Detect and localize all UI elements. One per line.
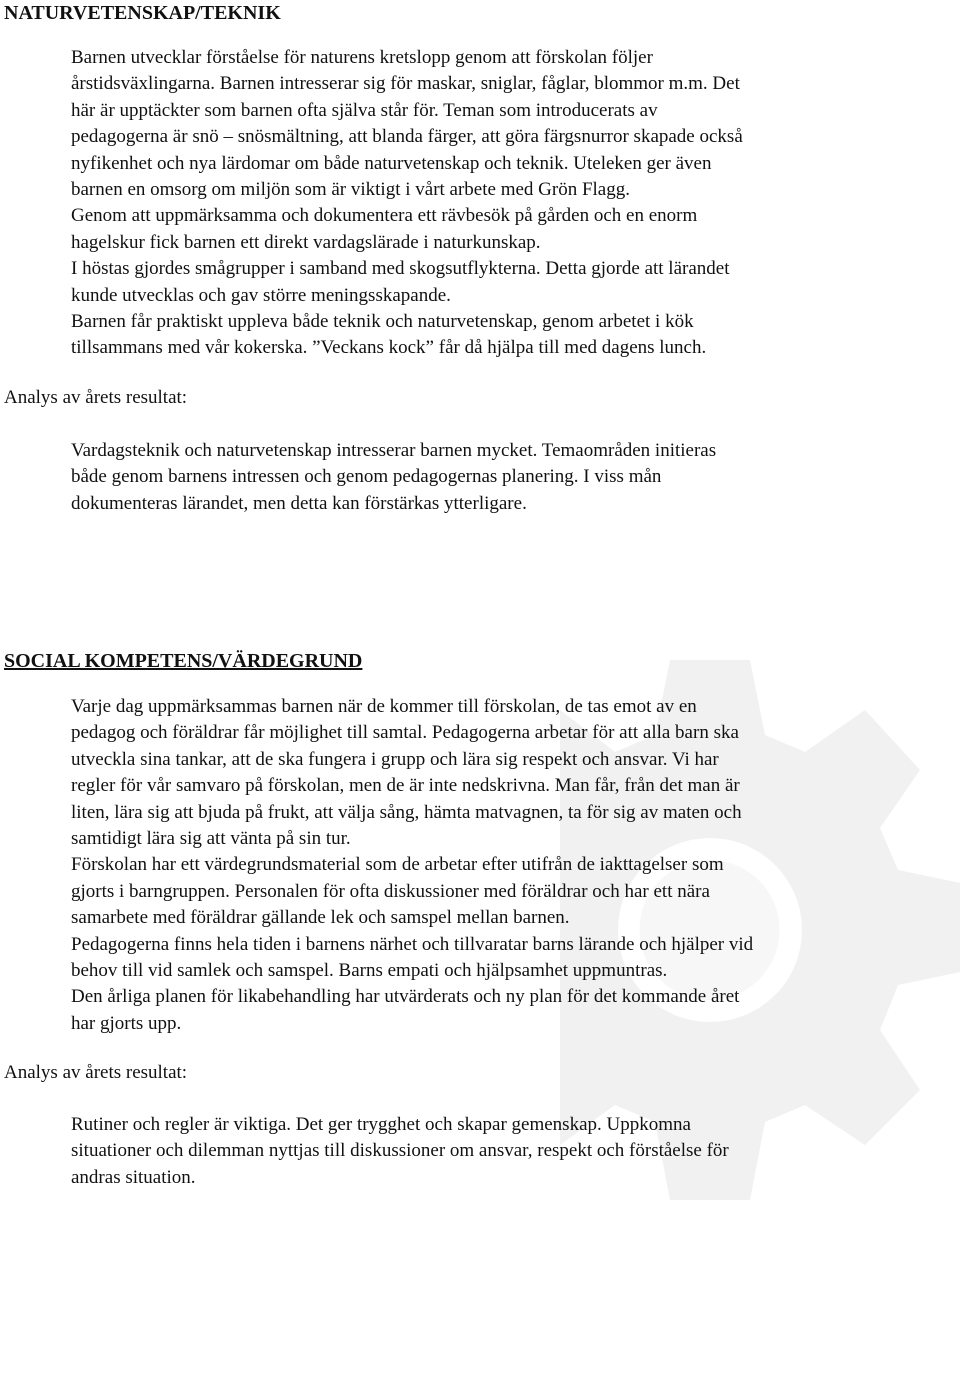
paragraph-line: gjorts i barngruppen. Personalen för ofta diskussioner med föräldrar och har ett nära: [71, 880, 710, 902]
paragraph-line: Den årliga planen för likabehandling har utvärderats och ny plan för det kommande året: [71, 986, 740, 1008]
analysis-line: andras situation.: [71, 1166, 196, 1188]
paragraph-line: samtidigt lära sig att vänta på sin tur.: [71, 828, 351, 850]
paragraph-line: kunde utvecklas och gav större meningsskapande.: [71, 284, 451, 306]
social-competence-analysis-label: Analys av årets resultat:: [4, 1062, 188, 1083]
natural-science-heading: NATURVETENSKAP/TEKNIK: [4, 2, 281, 24]
social-competence-heading: SOCIAL KOMPETENS/VÄRDEGRUND: [4, 650, 363, 672]
paragraph-line: Förskolan har ett värdegrundsmaterial som de arbetar efter utifrån de iakttagelser som: [71, 854, 724, 876]
paragraph-line: regler för vår samvaro på förskolan, men de är inte nedskrivna. Man får, från det man är: [71, 775, 740, 797]
natural-science-analysis-label: Analys av årets resultat:: [4, 387, 188, 408]
paragraph-line: pedagog och föräldrar får möjlighet till samtal. Pedagogerna arbetar för att alla barn ska: [71, 722, 739, 744]
paragraph-line: hagelskur fick barnen ett direkt vardagslärade i naturkunskap.: [71, 231, 541, 253]
paragraph-line: behov till vid samlek och samspel. Barns empati och hjälpsamhet uppmuntras.: [71, 960, 668, 982]
paragraph-line: Varje dag uppmärksammas barnen när de kommer till förskolan, de tas emot av en: [71, 696, 697, 717]
social-competence-analysis: [71, 1112, 951, 1191]
paragraph-line: Barnen utvecklar förståelse för naturens kretslopp genom att förskolan följer: [71, 47, 653, 68]
paragraph-line: tillsammans med vår kokerska. ”Veckans kock” får då hjälpa till med dagens lunch.: [71, 337, 707, 359]
natural-science-body: [71, 45, 951, 362]
analysis-line: Vardagsteknik och naturvetenskap intresserar barnen mycket. Temaområden initieras: [71, 440, 717, 461]
paragraph-line: Genom att uppmärksamma och dokumentera ett rävbesök på gården och en enorm: [71, 205, 698, 227]
paragraph-line: har gjorts upp.: [71, 1012, 182, 1034]
paragraph-line: liten, lära sig att bjuda på frukt, att välja sång, hämta matvagnen, ta för sig av maten och: [71, 801, 742, 823]
analysis-line: Rutiner och regler är viktiga. Det ger trygghet och skapar gemenskap. Uppkomna: [71, 1114, 691, 1135]
analysis-line: dokumenteras lärandet, men detta kan förstärkas ytterligare.: [71, 492, 527, 514]
natural-science-analysis: [71, 438, 951, 517]
paragraph-line: årstidsväxlingarna. Barnen intresserar sig för maskar, sniglar, fåglar, blommor m.m. Det: [71, 73, 740, 95]
paragraph-line: nyfikenhet och nya lärdomar om både naturvetenskap och teknik. Uteleken ger även: [71, 152, 712, 174]
paragraph-line: samarbete med föräldrar gällande lek och samspel mellan barnen.: [71, 907, 570, 929]
social-competence-body: [71, 694, 951, 1037]
analysis-line: situationer och dilemman nyttjas till diskussioner om ansvar, respekt och förståelse för: [71, 1140, 729, 1162]
paragraph-line: Pedagogerna finns hela tiden i barnens närhet och tillvaratar barns lärande och hjälper vid: [71, 933, 754, 955]
paragraph-line: här är upptäckter som barnen ofta själva står för. Teman som introducerats av: [71, 99, 658, 121]
analysis-line: både genom barnens intressen och genom pedagogernas planering. I viss mån: [71, 466, 662, 488]
paragraph-line: utveckla sina tankar, att de ska fungera i grupp och lära sig respekt och ansvar. Vi har: [71, 748, 719, 770]
paragraph-line: pedagogerna är snö – snösmältning, att blanda färger, att göra färgsnurror skapade också: [71, 126, 743, 148]
paragraph-line: barnen en omsorg om miljön som är viktigt i vårt arbete med Grön Flagg.: [71, 179, 630, 201]
paragraph-line: Barnen får praktiskt uppleva både teknik och naturvetenskap, genom arbetet i kök: [71, 311, 694, 333]
paragraph-line: I höstas gjordes smågrupper i samband med skogsutflykterna. Detta gjorde att lärandet: [71, 258, 730, 280]
